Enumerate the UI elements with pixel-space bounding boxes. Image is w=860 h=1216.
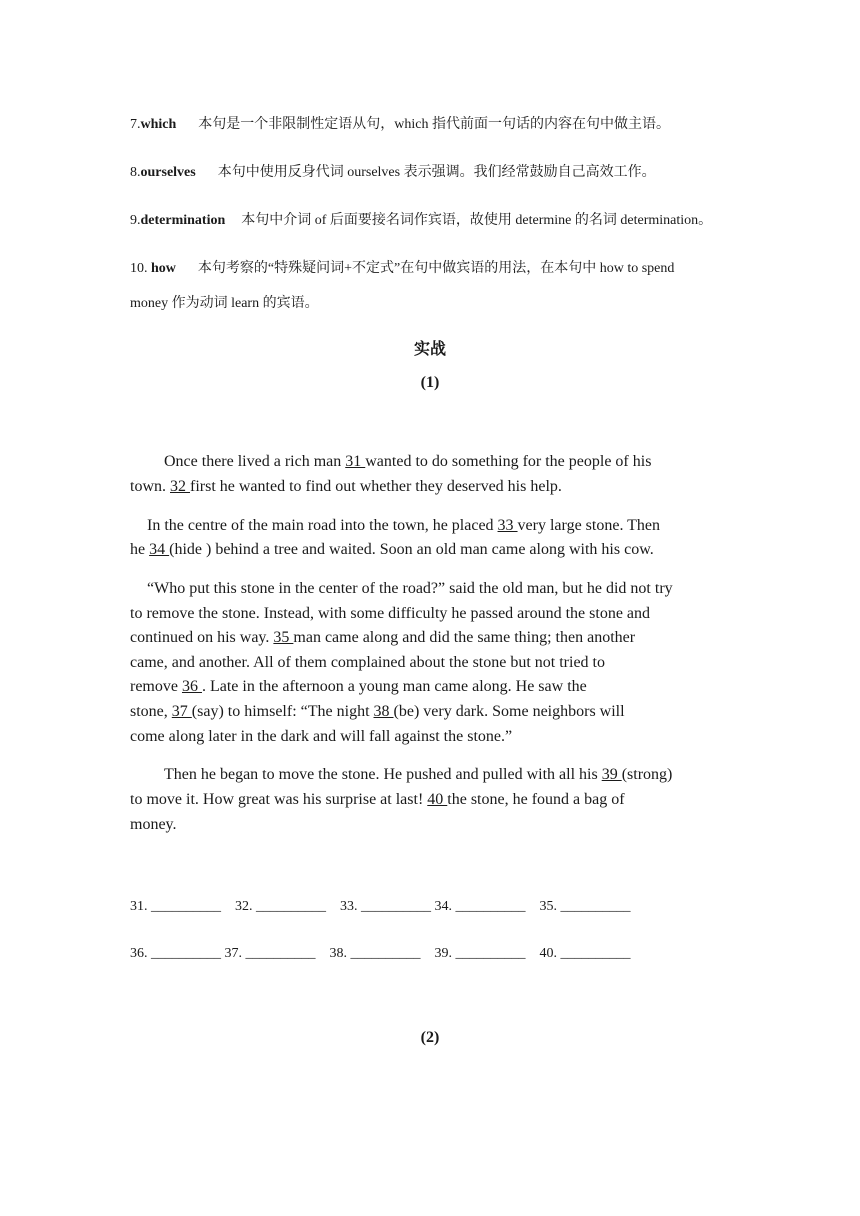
answer-label: 9. (130, 213, 141, 228)
passage-line: came, and another. All of them complained about the stone but not tried to (130, 654, 605, 671)
passage-line (164, 453, 651, 471)
answer-explanation: 本句中使用反身代词 ourselves 表示强调。我们经常鼓励自己高效工作。 (217, 165, 656, 180)
passage-line: money. (130, 816, 177, 833)
passage-line (130, 478, 562, 496)
passage-text: to move it. How great was his surprise at last! (130, 791, 428, 808)
answer-10 (130, 257, 674, 277)
passage-line: come along later in the dark and will fall against the stone.” (130, 728, 513, 745)
answer-label: 8. (130, 165, 141, 180)
passage-line (130, 703, 625, 721)
section-title: 实战 (413, 341, 446, 358)
part-1-heading: (1) (420, 374, 440, 391)
passage-line (130, 791, 625, 809)
passage-text: man came along and did the same thing; then another (293, 629, 636, 646)
blank-34: 34 (149, 541, 170, 558)
blank-40: 40 (427, 791, 448, 808)
passage-text: wanted to do something for the people of his (365, 453, 652, 470)
passage-text: Once there lived a rich man (164, 453, 346, 470)
passage-line (164, 766, 672, 784)
answer-label: 10. (130, 261, 151, 276)
passage-line: “Who put this stone in the center of the road?” said the old man, but he did not try (147, 580, 673, 597)
passage-text: (say) to himself: “The night (191, 703, 374, 720)
passage-text: continued on his way. (130, 629, 274, 646)
answer-blanks-row-1: 31. __________ 32. __________ 33. __________ 34. __________ 35. __________ (130, 899, 631, 914)
blank-38: 38 (373, 703, 394, 720)
passage-line (147, 517, 660, 535)
passage-text: . Late in the afternoon a young man came along. He saw the (201, 678, 587, 695)
passage-text: he (130, 541, 150, 558)
passage-text: first he wanted to find out whether they deserved his help. (190, 478, 562, 495)
passage-text: very large stone. Then (517, 517, 661, 534)
answer-10-continuation: money 作为动词 learn 的宾语。 (130, 296, 319, 311)
part-2-heading: (2) (420, 1029, 440, 1046)
blank-35: 35 (273, 629, 294, 646)
passage-text: Then he began to move the stone. He pushed and pulled with all his (164, 766, 602, 783)
passage-text: (be) very dark. Some neighbors will (393, 703, 625, 720)
passage-text: (strong) (621, 766, 673, 783)
passage-text: (hide ) behind a tree and waited. Soon an old man came along with his cow. (169, 541, 654, 558)
answer-blanks-row-2: 36. __________ 37. __________ 38. __________ 39. __________ 40. __________ (130, 946, 631, 961)
blank-33: 33 (497, 517, 518, 534)
passage-line (130, 541, 654, 559)
answer-word: which (140, 117, 177, 132)
passage-text: stone, (130, 703, 172, 720)
answer-label: 7. (130, 117, 141, 132)
blank-32: 32 (170, 478, 190, 495)
blank-31: 31 (345, 453, 366, 470)
answer-word: how (151, 261, 176, 276)
answer-explanation: 本句中介词 of 后面要接名词作宾语，故使用 determine 的名词 determination。 (241, 213, 713, 228)
passage-line (130, 629, 635, 647)
passage-line: to remove the stone. Instead, with some difficulty he passed around the stone and (130, 605, 651, 622)
answer-word: ourselves (140, 165, 196, 180)
answer-9 (130, 209, 712, 229)
passage-line (130, 678, 587, 696)
passage-text: town. (130, 478, 170, 495)
passage-text: the stone, he found a bag of (447, 791, 625, 808)
answer-explanation: 本句是一个非限制性定语从句，which 指代前面一句话的内容在句中做主语。 (198, 117, 671, 132)
blank-36: 36 (181, 678, 202, 695)
answer-8 (130, 161, 656, 181)
passage-text: remove (130, 678, 182, 695)
answer-7 (130, 113, 670, 133)
blank-39: 39 (601, 766, 622, 783)
answer-explanation: 本句考察的“特殊疑问词+不定式”在句中做宾语的用法，在本句中 how to spend (197, 261, 675, 276)
blank-37: 37 (171, 703, 192, 720)
passage-text: In the centre of the main road into the town, he placed (147, 517, 498, 534)
answer-word: determination (140, 213, 226, 228)
